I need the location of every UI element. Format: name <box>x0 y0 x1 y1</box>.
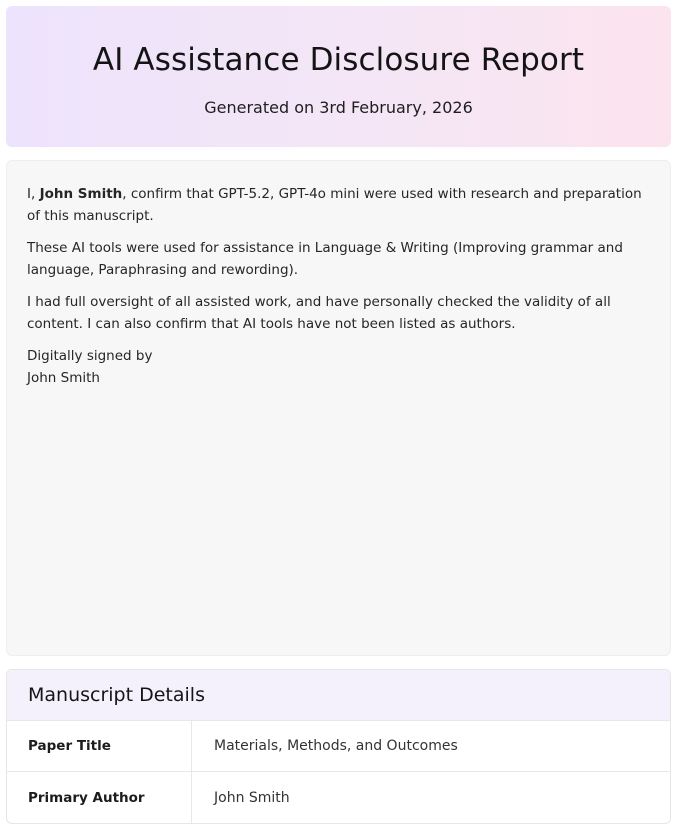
confirmation-paragraph <box>27 183 650 227</box>
signature-block <box>27 345 650 389</box>
disclosure-statement <box>6 160 671 656</box>
paper-title-value: Materials, Methods, and Outcomes <box>214 738 458 754</box>
paper-title-label: Paper Title <box>7 721 192 771</box>
oversight-paragraph: I had full oversight of all assisted work, and have personally checked the validity of all content. I can also confirm that AI tools have not been listed as authors. <box>27 294 611 332</box>
confirmation-prefix: I, <box>27 186 40 202</box>
manuscript-details <box>6 669 671 824</box>
signature-name: John Smith <box>27 370 100 386</box>
confirmation-suffix: , confirm that GPT-5.2, GPT-4o mini were used with research and preparation of this manuscript. <box>27 186 642 224</box>
details-heading: Manuscript Details <box>7 670 670 721</box>
author-name: John Smith <box>39 186 123 202</box>
details-row-primary-author <box>7 772 670 823</box>
details-row-paper-title <box>7 721 670 772</box>
ai-usage-paragraph: These AI tools were used for assistance in Language & Writing (Improving grammar and language, Paraphrasing and rewording). <box>27 240 623 278</box>
page-title: AI Assistance Disclosure Report <box>92 42 585 78</box>
primary-author-label: Primary Author <box>7 772 192 823</box>
primary-author-value: John Smith <box>214 789 290 806</box>
generated-date: Generated on 3rd February, 2026 <box>204 98 473 117</box>
report-header <box>6 6 671 147</box>
signature-label: Digitally signed by <box>27 348 153 364</box>
